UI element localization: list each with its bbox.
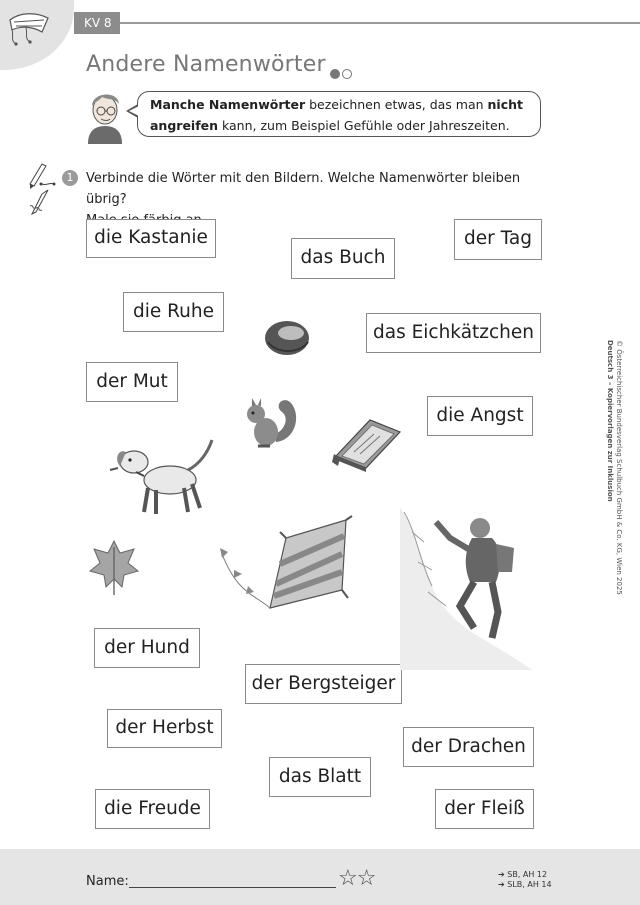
word-box-tag[interactable]: der Tag [454, 219, 542, 260]
book-title-text: Deutsch 3 – Kopiervorlagen zur Inklusion [606, 340, 614, 502]
speech-text-5: kann, zum Beispiel Gefühle oder Jahreszeiten. [218, 118, 510, 133]
word-box-kastanie[interactable]: die Kastanie [86, 219, 216, 258]
word-box-mut[interactable]: der Mut [86, 362, 178, 402]
difficulty-indicator [330, 63, 354, 82]
task-number: 1 [62, 170, 78, 186]
boy-illustration [82, 88, 128, 144]
word-box-buch[interactable]: das Buch [291, 238, 395, 279]
word-box-ruhe[interactable]: die Ruhe [123, 292, 224, 332]
level-dot-empty-icon [342, 69, 352, 79]
name-field[interactable] [129, 887, 336, 888]
dog-picture[interactable] [108, 434, 216, 520]
word-box-fleiss[interactable]: der Fleiß [435, 789, 534, 829]
crayon-color-icon [30, 190, 48, 214]
word-box-blatt[interactable]: das Blatt [269, 757, 371, 797]
speech-bubble-tail-fill [129, 106, 139, 116]
chestnut-picture[interactable] [262, 318, 312, 358]
name-label: Name: [86, 874, 129, 889]
header-rule [120, 22, 640, 24]
speech-bubble [137, 91, 541, 137]
copyright-text: © Österreichischer Bundesverlag Schulbuch GmbH & Co. KG, Wien 2025 [615, 340, 623, 595]
speech-text-2: bezeichnen etwas, das man [305, 97, 488, 112]
word-box-drachen[interactable]: der Drachen [403, 727, 534, 767]
speech-bold-3: nicht [487, 97, 523, 112]
speech-bold-4: angreifen [150, 118, 219, 133]
speech-bold-1: Manche Namenwörter [150, 97, 306, 112]
task-line-1: Verbinde die Wörter mit den Bildern. Welche Namenwörter bleiben übrig? [86, 171, 521, 207]
word-box-angst[interactable]: die Angst [427, 396, 533, 436]
kite-logo-icon [6, 10, 54, 48]
mountain-climber-picture[interactable] [398, 502, 534, 670]
word-box-herbst[interactable]: der Herbst [107, 709, 222, 748]
page-references [498, 870, 552, 890]
word-box-freude[interactable]: die Freude [95, 789, 210, 829]
level-dot-filled-icon [330, 69, 340, 79]
page-title: Andere Namenwörter [86, 52, 326, 77]
word-box-eichkaetzchen[interactable]: das Eichkätzchen [366, 313, 541, 353]
task-icons [28, 160, 58, 220]
stars-rating-icon: ☆☆ [338, 866, 376, 891]
squirrel-picture[interactable] [240, 392, 302, 454]
leaf-picture[interactable] [88, 537, 140, 597]
kite-picture[interactable] [214, 514, 364, 618]
sidebar-copyright [606, 340, 623, 600]
kv-label: KV 8 [74, 12, 120, 34]
word-box-bergsteiger[interactable]: der Bergsteiger [245, 664, 402, 704]
book-picture[interactable] [330, 412, 404, 472]
pencil-connect-icon [30, 164, 56, 189]
word-box-hund[interactable]: der Hund [94, 628, 200, 668]
ref-line-1: ➔ SB, AH 12 [498, 870, 548, 879]
corner-decoration [0, 0, 74, 70]
ref-line-2: ➔ SLB, AH 14 [498, 880, 552, 889]
